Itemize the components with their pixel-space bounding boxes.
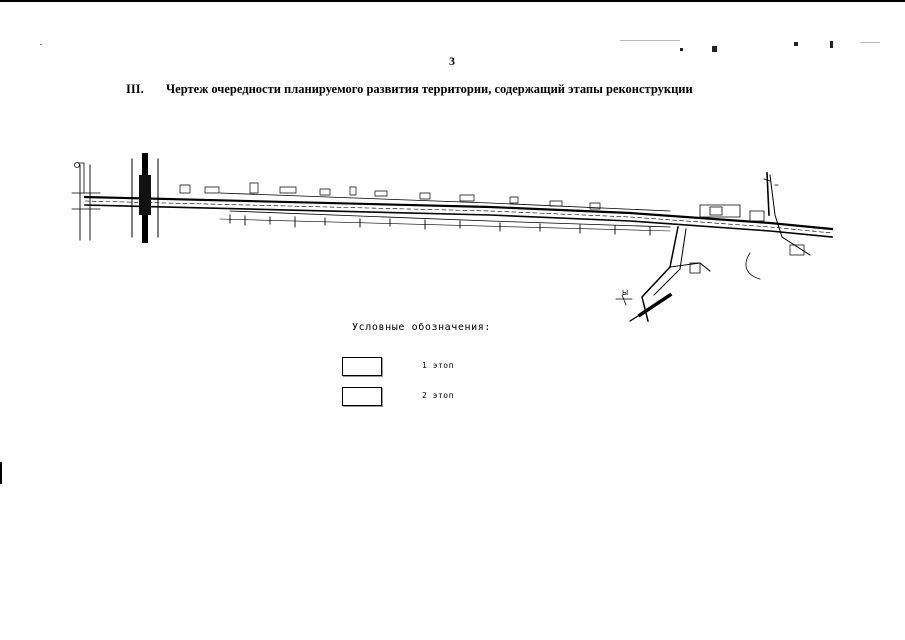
legend-item-stage-1 (342, 357, 542, 377)
legend-swatch-stage-2 (342, 387, 382, 406)
page-number: 3 (449, 54, 455, 68)
legend-title: Условные обозначения: (352, 322, 492, 333)
drawing-corner-mark: Ы (622, 289, 629, 297)
scan-top-border (0, 0, 905, 2)
section-roman-numeral: III. (126, 82, 144, 96)
legend-label-stage-2: 2 этоп (422, 391, 454, 400)
scan-left-edge-mark (0, 462, 2, 484)
section-title: Чертеж очередности планируемого развития территории, содержащий этапы реконструкции (166, 82, 693, 96)
legend-label-stage-1: 1 этоп (422, 361, 454, 370)
legend-item-stage-2 (342, 387, 542, 407)
section-heading (126, 82, 846, 97)
reconstruction-plan-drawing (70, 145, 840, 335)
legend-swatch-stage-1 (342, 357, 382, 376)
